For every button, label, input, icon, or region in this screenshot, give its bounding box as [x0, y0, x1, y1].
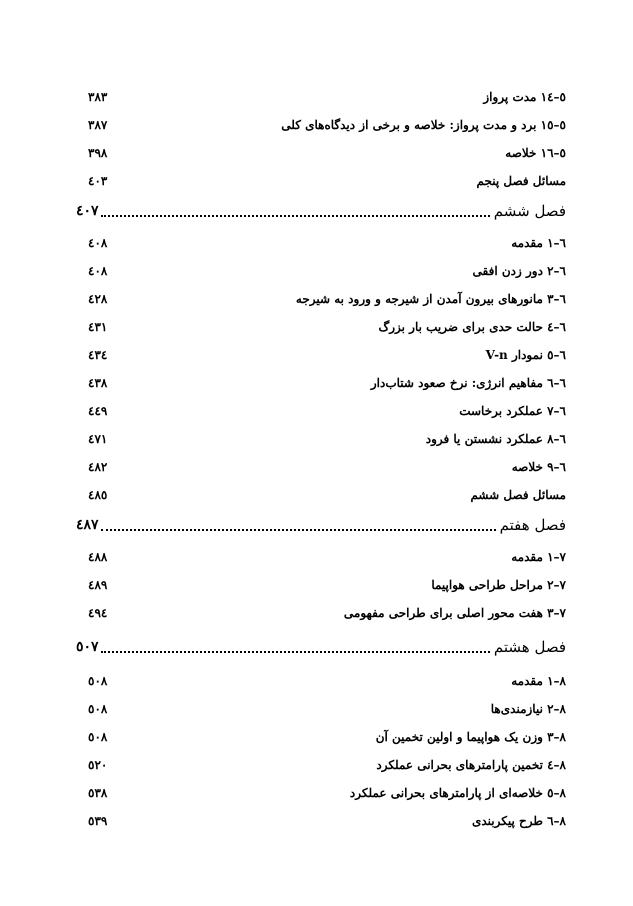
toc-entry-page: ٣٨٧	[88, 118, 108, 132]
toc-entry-6-4	[76, 316, 566, 338]
toc-entry-title: ٨–٥ خلاصه‌ای از پارامترهای بحرانی عملکرد	[349, 786, 566, 800]
toc-entry-title: ٦–١ مقدمه	[511, 236, 566, 250]
toc-entry-title: ٦–٢ دور زدن افقی	[472, 264, 566, 278]
toc-entry-page: ٤٢٨	[88, 292, 108, 306]
toc-entry-8-3	[76, 726, 566, 748]
toc-entry-page: ٥٢٠	[88, 758, 108, 772]
toc-entry-page: ٤٧١	[88, 432, 108, 446]
toc-entry-page: ٤٨٩	[88, 578, 108, 592]
toc-entry-7-3	[76, 602, 566, 624]
toc-chapter-8-heading	[76, 634, 566, 660]
toc-entry-6-6	[76, 372, 566, 394]
chapter-page: ٤٠٧	[76, 203, 99, 219]
toc-entry-title: مسائل فصل پنجم	[476, 174, 566, 188]
toc-entry-5-16	[76, 142, 566, 164]
dot-leader	[101, 651, 490, 653]
toc-entry-6-5	[76, 344, 566, 366]
toc-entry-title: ٧–٢ مراحل طراحی هواپیما	[431, 578, 566, 592]
toc-entry-page: ٤٠٨	[88, 236, 108, 250]
toc-entry-6-8	[76, 428, 566, 450]
toc-entry-6-9	[76, 456, 566, 478]
toc-entry-page: ٣٨٣	[88, 90, 108, 104]
toc-entry-page: ٥٠٨	[88, 730, 108, 744]
chapter-page: ٤٨٧	[76, 517, 99, 533]
toc-entry-chapter5-problems	[76, 170, 566, 192]
toc-entry-title: ٥–١٦ خلاصه	[505, 146, 566, 160]
toc-entry-6-7	[76, 400, 566, 422]
chapter-page: ٥٠٧	[76, 639, 99, 655]
toc-entry-title: ٧–١ مقدمه	[511, 550, 566, 564]
toc-entry-8-4	[76, 754, 566, 776]
toc-entry-page: ٥٣٨	[88, 786, 108, 800]
toc-entry-chapter6-problems	[76, 484, 566, 506]
toc-entry-page: ٤٨٢	[88, 460, 108, 474]
toc-entry-page: ٥٣٩	[88, 814, 108, 828]
toc-entry-page: ٤٤٩	[88, 404, 108, 418]
toc-entry-title: ٨–١ مقدمه	[511, 674, 566, 688]
toc-entry-8-2	[76, 698, 566, 720]
toc-entry-title: ٦–٤ حالت حدی برای ضریب بار بزرگ	[378, 320, 566, 334]
toc-entry-title: ٦–٩ خلاصه	[511, 460, 566, 474]
toc-entry-title: ٧–٣ هفت محور اصلی برای طراحی مفهومی	[343, 606, 566, 620]
toc-entry-title: ٨–٤ تخمین پارامترهای بحرانی عملکرد	[376, 758, 566, 772]
toc-entry-title: ٥–١٤ مدت پرواز	[483, 90, 566, 104]
toc-entry-title: ٦–٧ عملکرد برخاست	[459, 404, 566, 418]
dot-leader	[101, 529, 496, 531]
toc-chapter-6-heading	[76, 198, 566, 224]
toc-entry-title: مسائل فصل ششم	[470, 488, 566, 502]
dot-leader	[101, 215, 490, 217]
toc-entry-6-3	[76, 288, 566, 310]
toc-entry-title: ٨–٦ طرح پیکربندی	[471, 814, 566, 828]
toc-chapter-7-heading	[76, 512, 566, 538]
toc-entry-8-1	[76, 670, 566, 692]
toc-entry-page: ٥٠٨	[88, 702, 108, 716]
toc-entry-5-14	[76, 86, 566, 108]
toc-entry-page: ٤٣٤	[88, 348, 108, 362]
toc-entry-6-2	[76, 260, 566, 282]
chapter-title: فصل ششم	[493, 202, 566, 220]
toc-entry-page: ٤٠٣	[88, 174, 108, 188]
toc-entry-title: ٦–٨ عملکرد نشستن یا فرود	[425, 432, 566, 446]
toc-entry-title: ٨–٣ وزن یک هواپیما و اولین تخمین آن	[375, 730, 566, 744]
toc-entry-page: ٣٩٨	[88, 146, 108, 160]
toc-entry-page: ٤٣١	[88, 320, 108, 334]
toc-entry-6-1	[76, 232, 566, 254]
toc-entry-page: ٥٠٨	[88, 674, 108, 688]
toc-entry-title: ٦–٣ مانورهای بیرون آمدن از شیرجه و ورود به شیرجه	[295, 292, 566, 306]
toc-entry-8-6	[76, 810, 566, 832]
chapter-title: فصل هفتم	[499, 516, 566, 534]
toc-entry-page: ٤٠٨	[88, 264, 108, 278]
toc-entry-7-1	[76, 546, 566, 568]
toc-entry-8-5	[76, 782, 566, 804]
toc-entry-title: ٦–٦ مفاهیم انرژی: نرخ صعود شتاب‌دار	[370, 376, 566, 390]
toc-entry-7-2	[76, 574, 566, 596]
toc-entry-page: ٤٨٨	[88, 550, 108, 564]
toc-entry-5-15	[76, 114, 566, 136]
toc-entry-page: ٤٩٤	[88, 606, 108, 620]
toc-entry-title: ٨–٢ نیازمندی‌ها	[490, 702, 566, 716]
toc-entry-page: ٤٨٥	[88, 488, 108, 502]
toc-entry-title: ٦–٥ نمودار V-n	[485, 348, 566, 362]
toc-entry-page: ٤٣٨	[88, 376, 108, 390]
toc-entry-title: ٥–١٥ برد و مدت پرواز: خلاصه و برخی از دیدگاه‌های کلی	[281, 118, 566, 132]
chapter-title: فصل هشتم	[493, 638, 566, 656]
